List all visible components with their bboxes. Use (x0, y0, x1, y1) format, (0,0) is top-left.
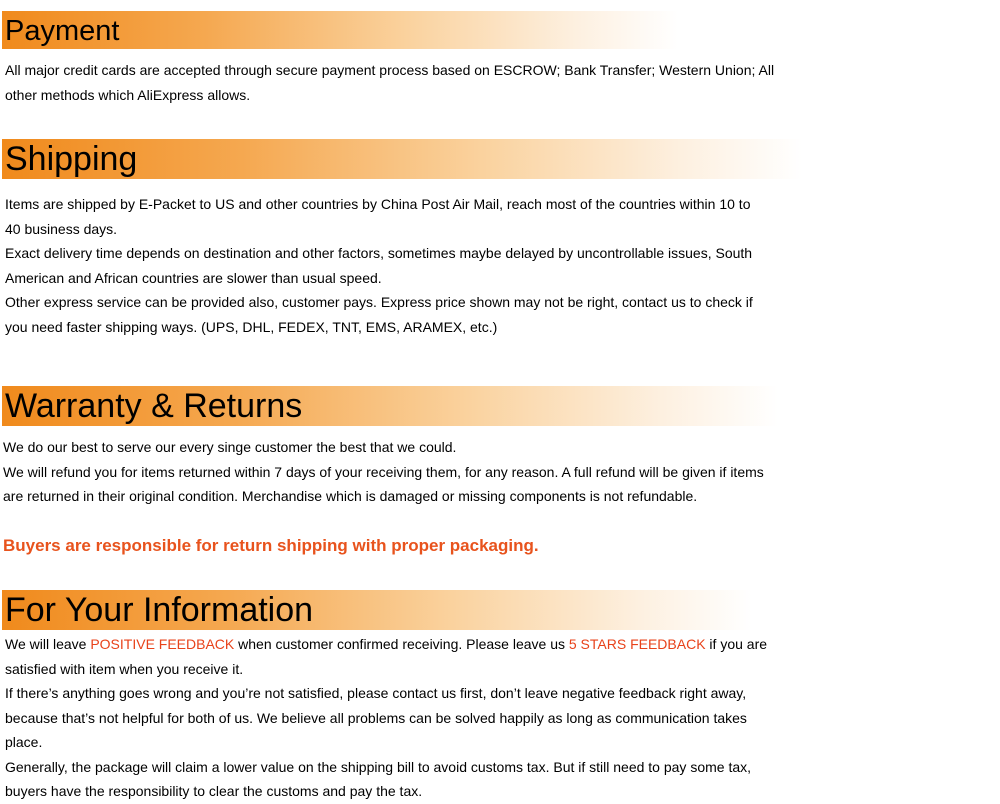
positive-feedback-highlight: POSITIVE FEEDBACK (90, 636, 235, 652)
shipping-paragraph: Items are shipped by E-Packet to US and other countries by China Post Air Mail, reach most of the countries within 10 to 40 business days. (5, 196, 751, 237)
five-stars-feedback-highlight: 5 STARS FEEDBACK (568, 636, 706, 652)
info-header-banner (2, 590, 752, 630)
payment-header-banner (2, 11, 678, 49)
warranty-header-banner (2, 386, 778, 426)
payment-text: All major credit cards are accepted through secure payment process based on ESCROW; Bank Transfer; Western Union; All other methods which AliExpress allows. (5, 62, 775, 103)
warranty-paragraph: We do our best to serve our every singe customer the best that we could. (3, 439, 457, 455)
warranty-heading: Warranty & Returns (5, 387, 303, 425)
feedback-text-post: if you are satisfied with item when you receive it. (5, 636, 768, 677)
info-heading: For Your Information (5, 591, 314, 629)
feedback-paragraph (5, 632, 775, 681)
warranty-text-block (3, 435, 778, 509)
return-shipping-warning: Buyers are responsible for return shipping with proper packaging. (3, 536, 539, 555)
shipping-text-block (5, 192, 765, 339)
info-paragraph: Generally, the package will claim a lower value on the shipping bill to avoid customs tax. But if still need to pay some tax, buyers have the responsibility to clear the customs and pay the tax. (5, 758, 752, 799)
feedback-text-mid: when customer confirmed receiving. Please leave us (234, 636, 569, 652)
shipping-header-banner (2, 139, 802, 179)
shipping-paragraph: Exact delivery time depends on destination and other factors, sometimes maybe delayed by uncontrollable issues, South American and African countries are slower than usual speed. (5, 245, 753, 286)
info-text-block (5, 632, 775, 804)
shipping-paragraph: Other express service can be provided also, customer pays. Express price shown may not be right, contact us to check if you need faster shipping ways. (UPS, DHL, FEDEX, TNT, EMS, ARAMEX, etc.) (5, 294, 753, 335)
payment-heading: Payment (5, 15, 120, 47)
warranty-paragraph: We will refund you for items returned within 7 days of your receiving them, for any reason. A full refund will be given if items are returned in their original condition. Merchandise which is damaged or missing components is not refundable. (3, 463, 764, 504)
payment-text-block (5, 58, 780, 107)
shipping-heading: Shipping (5, 140, 138, 178)
info-paragraph: If there’s anything goes wrong and you’re not satisfied, please contact us first, don’t leave negative feedback right away, because that’s not helpful for both of us. We believe all problems can be solved happily as long as communication takes place. (5, 685, 747, 750)
feedback-text-pre: We will leave (5, 636, 91, 652)
